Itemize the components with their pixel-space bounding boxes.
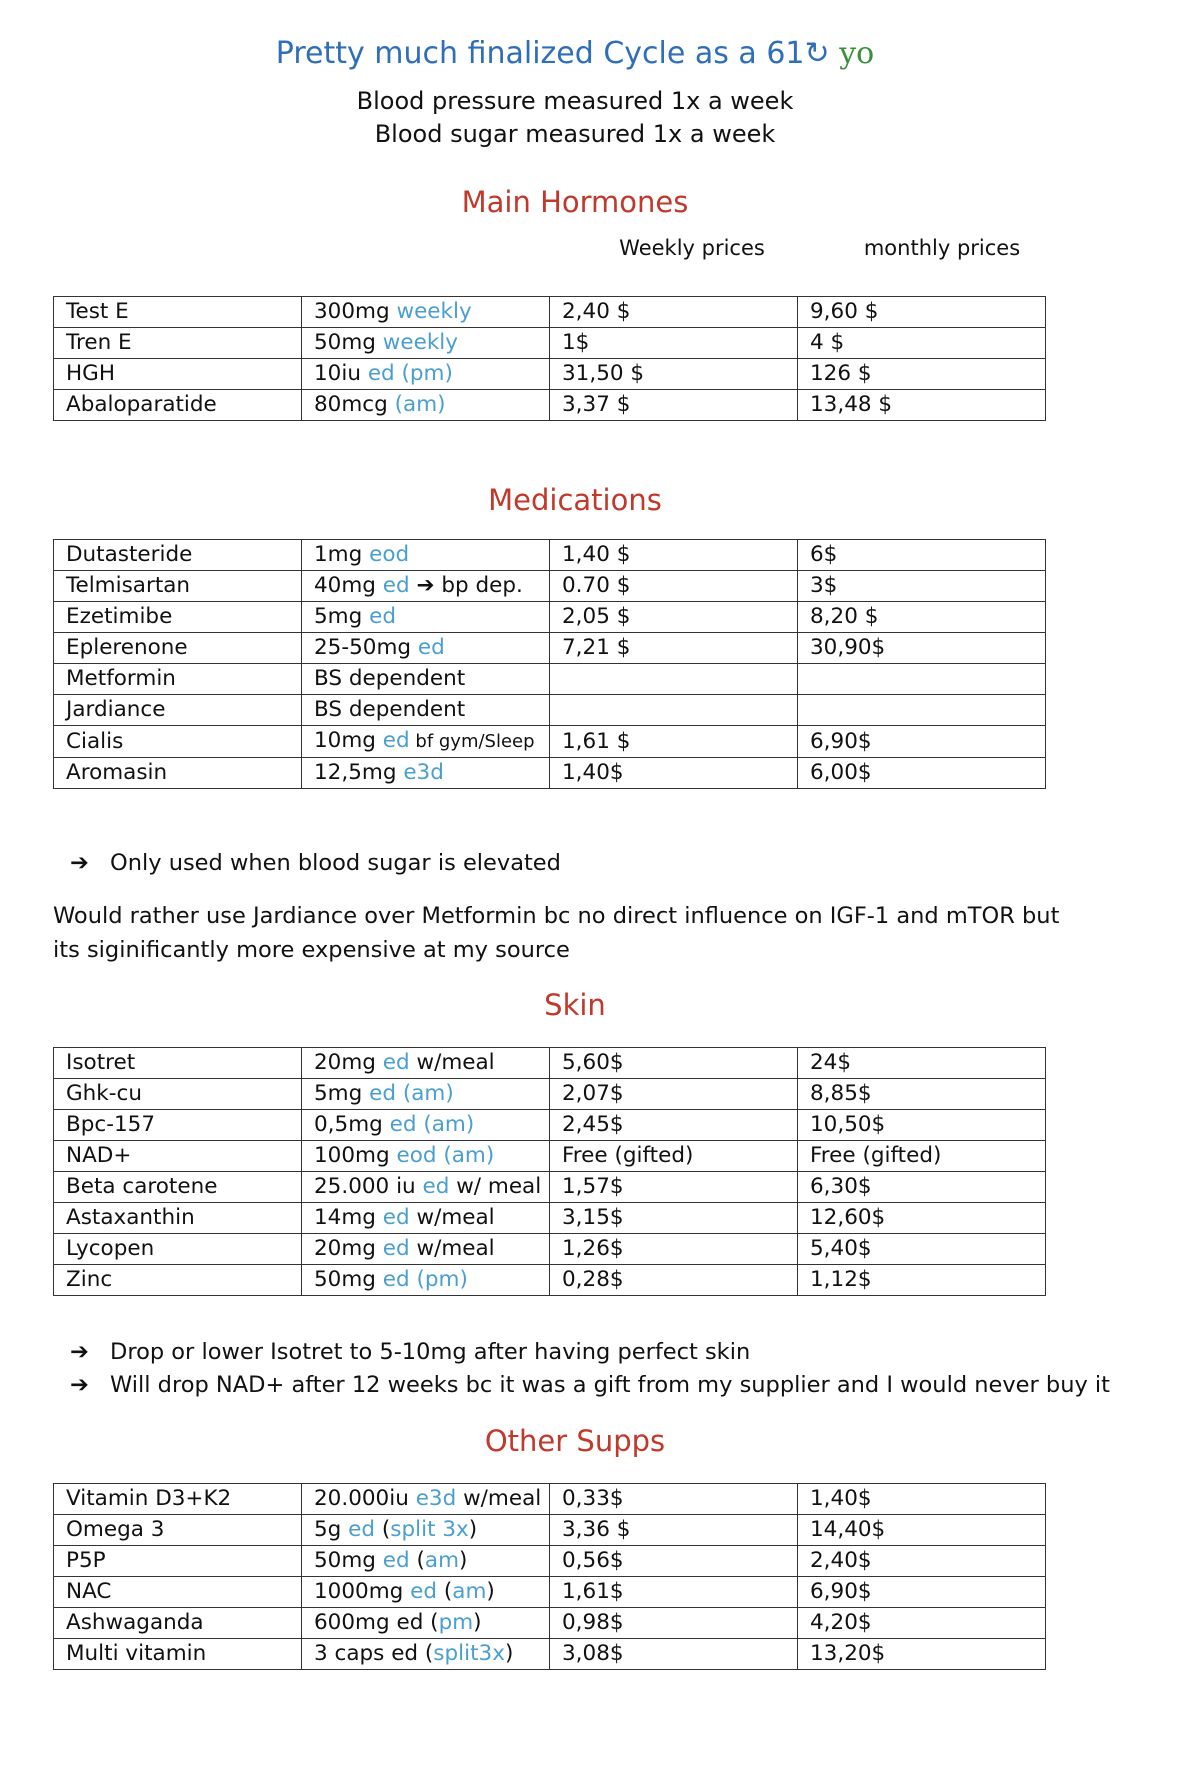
dose-amount: 20mg xyxy=(314,1236,376,1261)
dose-cell xyxy=(302,1265,550,1296)
monthly-price-cell: 6,30$ xyxy=(798,1172,1046,1203)
monthly-price-cell: 14,40$ xyxy=(798,1515,1046,1546)
dose-cell xyxy=(302,1203,550,1234)
weekly-price-cell: 1,61 $ xyxy=(550,726,798,758)
weekly-price-cell: 5,60$ xyxy=(550,1048,798,1079)
weekly-price-cell: 0.70 $ xyxy=(550,571,798,602)
item-name-cell: Aromasin xyxy=(54,758,302,789)
table-row xyxy=(54,1608,1046,1639)
dose-amount: 10iu xyxy=(314,361,361,386)
dose-cell xyxy=(302,1639,550,1670)
monthly-price-cell: 12,60$ xyxy=(798,1203,1046,1234)
dose-frequency: ed xyxy=(410,1579,438,1604)
monthly-price-cell: 6,00$ xyxy=(798,758,1046,789)
monthly-price-cell xyxy=(798,695,1046,726)
dose-cell xyxy=(302,695,550,726)
dose-paren: ) xyxy=(459,1548,468,1573)
monthly-price-cell: 126 $ xyxy=(798,359,1046,390)
monthly-price-cell: 24$ xyxy=(798,1048,1046,1079)
dose-amount: 40mg xyxy=(314,573,376,598)
table-row xyxy=(54,1639,1046,1670)
dose-frequency: ed xyxy=(348,1517,376,1542)
weekly-price-cell: 2,40 $ xyxy=(550,297,798,328)
dose-amount: 25.000 iu xyxy=(314,1174,416,1199)
weekly-price-cell: 31,50 $ xyxy=(550,359,798,390)
dose-note: w/meal xyxy=(409,1050,495,1075)
dose-cell xyxy=(302,1110,550,1141)
table-row xyxy=(54,726,1046,758)
item-name-cell: Dutasteride xyxy=(54,540,302,571)
dose-note: ➔ bp dep. xyxy=(409,573,523,598)
dose-cell xyxy=(302,1608,550,1639)
dose-frequency: eod (am) xyxy=(396,1143,495,1168)
item-name-cell: HGH xyxy=(54,359,302,390)
table-row xyxy=(54,1141,1046,1172)
dose-frequency: ed (am) xyxy=(389,1112,475,1137)
dose-frequency: e3d xyxy=(403,760,444,785)
dose-note: ( xyxy=(409,1548,425,1573)
dose-frequency: ed (pm) xyxy=(382,1267,468,1292)
dose-cell xyxy=(302,633,550,664)
dose-frequency: ed xyxy=(382,1548,410,1573)
table-row xyxy=(54,1546,1046,1577)
dose-frequency: ed xyxy=(417,635,445,660)
weekly-price-cell: 0,28$ xyxy=(550,1265,798,1296)
monthly-price-cell: 1,40$ xyxy=(798,1484,1046,1515)
weekly-price-cell: 3,08$ xyxy=(550,1639,798,1670)
dose-cell xyxy=(302,297,550,328)
item-name-cell: Beta carotene xyxy=(54,1172,302,1203)
table-row xyxy=(54,1265,1046,1296)
dose-amount: 12,5mg xyxy=(314,760,397,785)
dose-frequency: ed xyxy=(382,573,410,598)
item-name-cell: Ghk-cu xyxy=(54,1079,302,1110)
monthly-price-cell: 8,20 $ xyxy=(798,602,1046,633)
dose-note: ( xyxy=(375,1517,391,1542)
dose-paren: ) xyxy=(473,1610,482,1635)
dose-cell xyxy=(302,1484,550,1515)
dose-amount: 1000mg xyxy=(314,1579,404,1604)
dose-frequency: weekly xyxy=(382,330,458,355)
item-name-cell: Metformin xyxy=(54,664,302,695)
arrow-note-isotret: ➔ Drop or lower Isotret to 5-10mg after having perfect skin xyxy=(70,1339,751,1365)
dose-cell xyxy=(302,359,550,390)
weekly-price-cell: 7,21 $ xyxy=(550,633,798,664)
dose-amount: 80mcg xyxy=(314,392,388,417)
table-row xyxy=(54,1577,1046,1608)
item-name-cell: Tren E xyxy=(54,328,302,359)
item-name-cell: Zinc xyxy=(54,1265,302,1296)
dose-frequency: weekly xyxy=(396,299,472,324)
col-weekly-header: Weekly prices xyxy=(619,236,765,260)
monthly-price-cell: 30,90$ xyxy=(798,633,1046,664)
dose-note: w/meal xyxy=(409,1236,495,1261)
monthly-price-cell: 8,85$ xyxy=(798,1079,1046,1110)
dose-timing: split3x xyxy=(433,1641,505,1666)
weekly-price-cell: Free (gifted) xyxy=(550,1141,798,1172)
table-row xyxy=(54,695,1046,726)
arrow-icon: ➔ xyxy=(70,850,89,876)
dose-amount: 100mg xyxy=(314,1143,390,1168)
table-row xyxy=(54,633,1046,664)
dose-amount: BS dependent xyxy=(314,666,466,691)
item-name-cell: Ashwaganda xyxy=(54,1608,302,1639)
weekly-price-cell: 1$ xyxy=(550,328,798,359)
table-row xyxy=(54,664,1046,695)
arrow-note-nad: ➔ Will drop NAD+ after 12 weeks bc it was a gift from my supplier and I would never buy it xyxy=(70,1372,1110,1398)
table-row xyxy=(54,390,1046,421)
monthly-price-cell: 9,60 $ xyxy=(798,297,1046,328)
dose-frequency: ed xyxy=(382,728,410,753)
dose-amount: 14mg xyxy=(314,1205,376,1230)
table-row xyxy=(54,359,1046,390)
arrow-icon: ➔ xyxy=(70,1339,89,1365)
table-row xyxy=(54,602,1046,633)
dose-cell xyxy=(302,664,550,695)
weekly-price-cell: 0,56$ xyxy=(550,1546,798,1577)
section-title-skin: Skin xyxy=(544,988,606,1022)
dose-cell xyxy=(302,328,550,359)
dose-frequency: (am) xyxy=(394,392,446,417)
dose-cell xyxy=(302,1546,550,1577)
monthly-price-cell: 13,20$ xyxy=(798,1639,1046,1670)
dose-frequency: ed (am) xyxy=(369,1081,454,1106)
dose-frequency: eod xyxy=(369,542,410,567)
dose-amount: 20mg xyxy=(314,1050,376,1075)
item-name-cell: Jardiance xyxy=(54,695,302,726)
table-row xyxy=(54,1079,1046,1110)
section-title-supps: Other Supps xyxy=(484,1424,666,1458)
item-name-cell: NAC xyxy=(54,1577,302,1608)
monthly-price-cell xyxy=(798,664,1046,695)
table-row xyxy=(54,1203,1046,1234)
dose-amount: BS dependent xyxy=(314,697,466,722)
dose-cell xyxy=(302,540,550,571)
refresh-icon: ↻ xyxy=(804,36,830,71)
medications-table xyxy=(53,539,1046,789)
item-name-cell: Multi vitamin xyxy=(54,1639,302,1670)
table-row xyxy=(54,328,1046,359)
dose-cell xyxy=(302,1577,550,1608)
dose-paren: ) xyxy=(468,1517,478,1542)
dose-cell xyxy=(302,390,550,421)
weekly-price-cell: 2,45$ xyxy=(550,1110,798,1141)
dose-amount: 50mg xyxy=(314,1267,376,1292)
item-name-cell: Cialis xyxy=(54,726,302,758)
item-name-cell: Isotret xyxy=(54,1048,302,1079)
dose-cell xyxy=(302,758,550,789)
section-title-medications: Medications xyxy=(488,483,662,517)
dose-frequency: e3d xyxy=(415,1486,457,1511)
weekly-price-cell: 1,26$ xyxy=(550,1234,798,1265)
monthly-price-cell: 13,48 $ xyxy=(798,390,1046,421)
dose-cell xyxy=(302,1079,550,1110)
monthly-price-cell: 6,90$ xyxy=(798,726,1046,758)
table-row xyxy=(54,297,1046,328)
monthly-price-cell: 1,12$ xyxy=(798,1265,1046,1296)
monthly-price-cell: 10,50$ xyxy=(798,1110,1046,1141)
weekly-price-cell: 1,61$ xyxy=(550,1577,798,1608)
table-row xyxy=(54,571,1046,602)
monthly-price-cell: 6$ xyxy=(798,540,1046,571)
dose-amount: 1mg xyxy=(314,542,363,567)
dose-cell xyxy=(302,571,550,602)
arrow-note-blood-sugar: ➔ Only used when blood sugar is elevated xyxy=(70,850,561,876)
supps-table xyxy=(53,1483,1046,1670)
dose-amount: 20.000iu xyxy=(314,1486,409,1511)
item-name-cell: Abaloparatide xyxy=(54,390,302,421)
weekly-price-cell: 0,33$ xyxy=(550,1484,798,1515)
dose-amount: 50mg xyxy=(314,330,376,355)
dose-paren: ) xyxy=(504,1641,514,1666)
weekly-price-cell: 3,15$ xyxy=(550,1203,798,1234)
item-name-cell: NAD+ xyxy=(54,1141,302,1172)
weekly-price-cell: 1,40 $ xyxy=(550,540,798,571)
dose-frequency: ed xyxy=(422,1174,450,1199)
dose-amount: 5g xyxy=(314,1517,342,1542)
bp-note: Blood pressure measured 1x a week xyxy=(356,87,794,115)
weekly-price-cell: 1,57$ xyxy=(550,1172,798,1203)
dose-note: ( xyxy=(437,1579,453,1604)
dose-cell xyxy=(302,602,550,633)
dose-timing: am xyxy=(424,1548,460,1573)
dose-timing: bf gym/Sleep xyxy=(409,731,535,752)
item-name-cell: P5P xyxy=(54,1546,302,1577)
monthly-price-cell: 4,20$ xyxy=(798,1608,1046,1639)
dose-amount: 5mg xyxy=(314,1081,363,1106)
dose-cell xyxy=(302,1048,550,1079)
weekly-price-cell: 1,40$ xyxy=(550,758,798,789)
table-row xyxy=(54,1048,1046,1079)
dose-cell xyxy=(302,1141,550,1172)
dose-cell xyxy=(302,1234,550,1265)
table-row xyxy=(54,1484,1046,1515)
item-name-cell: Eplerenone xyxy=(54,633,302,664)
dose-frequency: ed xyxy=(382,1236,410,1261)
item-name-cell: Bpc-157 xyxy=(54,1110,302,1141)
dose-timing: pm xyxy=(438,1610,474,1635)
dose-note: w/meal xyxy=(456,1486,542,1511)
dose-cell xyxy=(302,726,550,758)
dose-amount: 600mg ed ( xyxy=(314,1610,439,1635)
weekly-price-cell xyxy=(550,664,798,695)
monthly-price-cell: 3$ xyxy=(798,571,1046,602)
weekly-price-cell: 2,05 $ xyxy=(550,602,798,633)
arrow-icon: ➔ xyxy=(70,1372,89,1398)
monthly-price-cell: 4 $ xyxy=(798,328,1046,359)
skin-table xyxy=(53,1047,1046,1296)
jardiance-note: Would rather use Jardiance over Metformin bc no direct influence on IGF-1 and mTOR but its siginificantly more expensive at my source xyxy=(53,903,1060,963)
col-monthly-header: monthly prices xyxy=(863,236,1021,260)
dose-paren: ) xyxy=(486,1579,495,1604)
dose-amount: 50mg xyxy=(314,1548,376,1573)
dose-amount: 3 caps ed ( xyxy=(314,1641,434,1666)
dose-frequency: ed (pm) xyxy=(367,361,453,386)
table-row xyxy=(54,1515,1046,1546)
weekly-price-cell: 3,37 $ xyxy=(550,390,798,421)
dose-amount: 10mg xyxy=(314,728,376,753)
dose-amount: 25-50mg xyxy=(314,635,412,660)
item-name-cell: Lycopen xyxy=(54,1234,302,1265)
weekly-price-cell xyxy=(550,695,798,726)
section-title-hormones: Main Hormones xyxy=(461,185,689,219)
weekly-price-cell: 2,07$ xyxy=(550,1079,798,1110)
weekly-price-cell: 0,98$ xyxy=(550,1608,798,1639)
item-name-cell: Telmisartan xyxy=(54,571,302,602)
dose-frequency: ed xyxy=(382,1205,410,1230)
dose-frequency: ed xyxy=(382,1050,410,1075)
table-row xyxy=(54,540,1046,571)
dose-note: w/meal xyxy=(409,1205,495,1230)
table-row xyxy=(54,758,1046,789)
table-row xyxy=(54,1234,1046,1265)
dose-note: w/ meal xyxy=(449,1174,542,1199)
dose-timing: am xyxy=(452,1579,487,1604)
dose-timing: split 3x xyxy=(390,1517,469,1542)
dose-cell xyxy=(302,1515,550,1546)
item-name-cell: Ezetimibe xyxy=(54,602,302,633)
bs-note: Blood sugar measured 1x a week xyxy=(374,120,776,148)
item-name-cell: Test E xyxy=(54,297,302,328)
item-name-cell: Omega 3 xyxy=(54,1515,302,1546)
monthly-price-cell: 6,90$ xyxy=(798,1577,1046,1608)
dose-amount: 5mg xyxy=(314,604,363,629)
item-name-cell: Astaxanthin xyxy=(54,1203,302,1234)
weekly-price-cell: 3,36 $ xyxy=(550,1515,798,1546)
monthly-price-cell: 2,40$ xyxy=(798,1546,1046,1577)
dose-amount: 300mg xyxy=(314,299,390,324)
monthly-price-cell: 5,40$ xyxy=(798,1234,1046,1265)
page-title: Pretty much finalized Cycle as a 61↻ yo xyxy=(275,36,875,71)
item-name-cell: Vitamin D3+K2 xyxy=(54,1484,302,1515)
table-row xyxy=(54,1172,1046,1203)
monthly-price-cell: Free (gifted) xyxy=(798,1141,1046,1172)
dose-cell xyxy=(302,1172,550,1203)
dose-frequency: ed xyxy=(369,604,396,629)
hormones-table xyxy=(53,296,1046,421)
dose-amount: 0,5mg xyxy=(314,1112,383,1137)
table-row xyxy=(54,1110,1046,1141)
